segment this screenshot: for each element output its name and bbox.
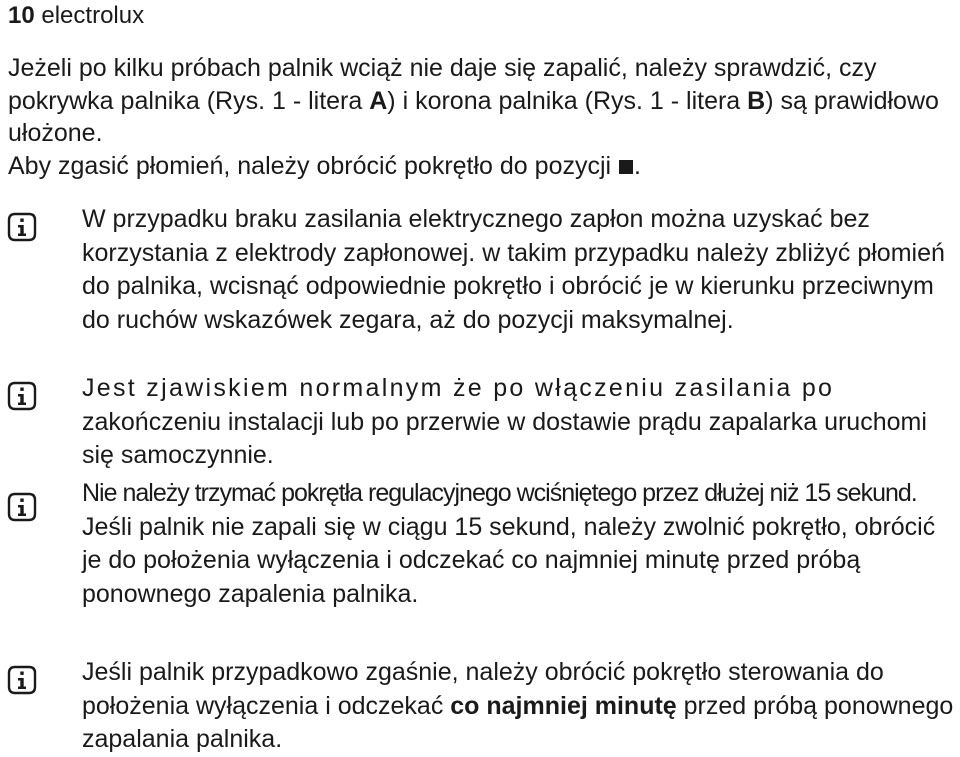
- info-icon: [6, 491, 38, 523]
- intro-text-part: ) i korona palnika (Rys. 1 - litera: [387, 86, 748, 115]
- intro-paragraph-1: [8, 52, 953, 150]
- note-4-part: Jeśli palnik przypadkowo zgaśnie, należy obrócić pokrętło sterowania do położenia wyłączenia i odczekać: [82, 658, 884, 720]
- brand-name: electrolux: [41, 2, 145, 29]
- note-text: [82, 477, 954, 611]
- note-2-line-1: Jest zjawiskiem normalnym że po włączeniu zasilania po: [82, 374, 835, 402]
- letter-b: B: [747, 86, 766, 115]
- note-1-text: W przypadku braku zasilania elektrycznego zapłon można uzyskać bez korzystania z elektrody zapłonowej. w takim przypadku należy zbliżyć płomień do palnika, wcisnąć odpowiednie pokrętło i obrócić je w kierunku przeciwnym do ruchów wskazówek zegara, aż do pozycji maksymalnej.: [82, 205, 945, 334]
- intro-text: [8, 52, 953, 182]
- intro-text-part: Jeżeli po kilku próbach palnik wciąż nie daje się zapalić, należy sprawdzić, czy pokrywka palnika (Rys. 1 - litera: [8, 54, 877, 115]
- note-text: [82, 372, 954, 473]
- intro-text-part: ) są prawidłowo ułożone.: [8, 86, 939, 147]
- note-3-warning: Nie należy trzymać pokrętła regulacyjnego wciśniętego przez dłużej niż 15 sekund.: [82, 479, 917, 507]
- note-3-instruction: Jeśli palnik nie zapali się w ciągu 15 sekund, należy zwolnić pokrętło, obrócić je do położenia wyłączenia i odczekać co najmniej minutę przed próbą ponownego zapalenia palnika.: [82, 512, 936, 608]
- note-2-rest: zakończeniu instalacji lub po przerwie w dostawie prądu zapalarka uruchomi się samoczynnie.: [82, 407, 927, 469]
- intro-text-part: .: [634, 151, 641, 180]
- page-number: 10: [8, 2, 35, 29]
- page-header: [8, 2, 144, 30]
- letter-a: A: [369, 86, 388, 115]
- black-square-icon: [618, 159, 634, 175]
- note-text: [82, 656, 954, 757]
- info-icon: [6, 380, 38, 412]
- info-icon: [6, 664, 38, 696]
- intro-paragraph-2: [8, 150, 953, 183]
- info-icon: [6, 211, 38, 243]
- intro-text-part: Aby zgasić płomień, należy obrócić pokrętło do pozycji: [8, 151, 619, 180]
- note-4-emphasis: co najmniej minutę: [450, 691, 677, 720]
- note-4-text: [82, 656, 954, 757]
- note-4-part: przed próbą ponownego zapalania palnika.: [82, 691, 954, 753]
- note-text: [82, 203, 954, 337]
